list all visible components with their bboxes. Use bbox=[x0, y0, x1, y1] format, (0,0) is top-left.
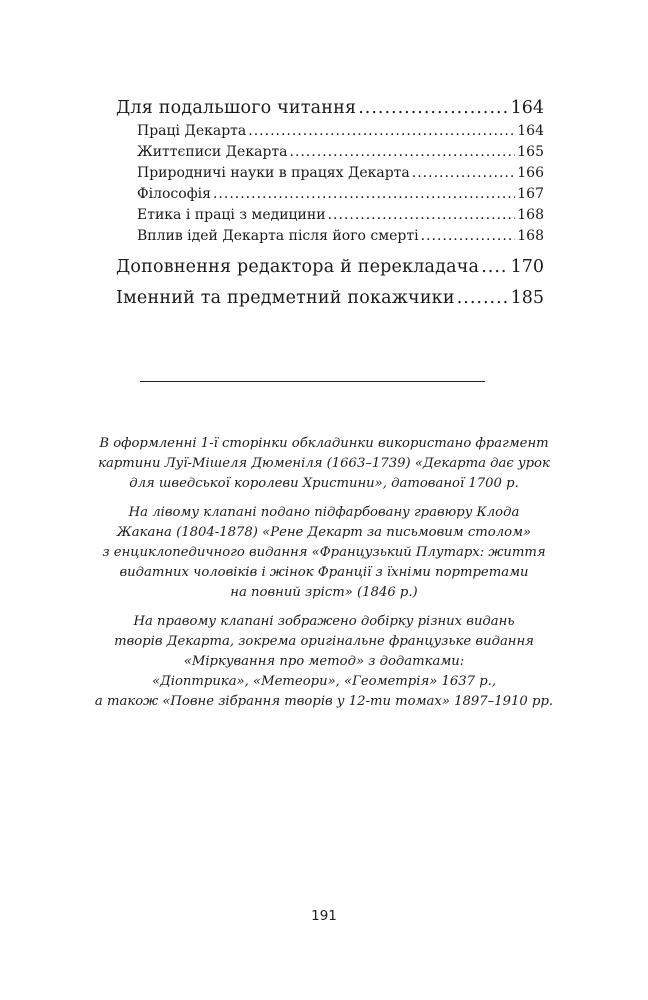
toc-subentry-page: 168 bbox=[517, 228, 544, 244]
credits-line: «Міркування про метод» з додатками: bbox=[183, 654, 465, 669]
toc-entry-further-reading bbox=[116, 96, 544, 121]
toc-entry-title: Доповнення редактора й перекладача bbox=[116, 257, 480, 277]
toc-subentry-page: 166 bbox=[517, 165, 544, 181]
page-number: 191 bbox=[311, 908, 337, 924]
credits-line: творів Декарта, зокрема оригінальне французьке видання bbox=[114, 634, 534, 649]
credits-line: видатних чоловіків і жінок Франції з їхніми портретами bbox=[119, 565, 529, 580]
toc-subentry-title: Вплив ідей Декарта після його смерті bbox=[137, 228, 419, 244]
credits-right-flap bbox=[60, 612, 588, 712]
toc-subentry-title: Етика і праці з медицини bbox=[137, 207, 326, 223]
credits-line: На правому клапані зображено добірку різних видань bbox=[133, 614, 515, 629]
toc-leader-dots bbox=[290, 142, 516, 163]
toc-entry-title: Для подальшого читання bbox=[116, 98, 357, 118]
toc-subentry-page: 168 bbox=[517, 207, 544, 223]
toc-leader-dots bbox=[412, 163, 515, 184]
toc-subentry bbox=[116, 184, 544, 205]
horizontal-divider bbox=[140, 381, 485, 382]
toc-subentry-title: Життєписи Декарта bbox=[137, 144, 288, 160]
toc-entry-page: 185 bbox=[510, 288, 544, 308]
toc-subentry-page: 167 bbox=[517, 186, 544, 202]
toc-subentry-title: Природничі науки в працях Декарта bbox=[137, 165, 410, 181]
toc-leader-dots bbox=[358, 96, 508, 121]
credits-line: «Діоптрика», «Метеори», «Геометрія» 1637 р., bbox=[151, 674, 497, 689]
toc-leader-dots bbox=[481, 255, 508, 280]
toc-entry-editor-additions bbox=[116, 255, 544, 280]
toc-subentry bbox=[116, 163, 544, 184]
credits-line: з енциклопедичного видання «Французький Плутарх: життя bbox=[102, 545, 546, 560]
toc-subentry bbox=[116, 121, 544, 142]
toc-leader-dots bbox=[213, 184, 515, 205]
toc-leader-dots bbox=[328, 205, 516, 226]
credits-left-flap bbox=[60, 503, 588, 603]
toc-subentry bbox=[116, 226, 544, 247]
credits-line: В оформленні 1-ї сторінки обкладинки використано фрагмент bbox=[99, 436, 549, 451]
toc-leader-dots bbox=[248, 121, 515, 142]
toc-leader-dots bbox=[457, 286, 509, 311]
toc-leader-dots bbox=[421, 226, 516, 247]
credits-line: для шведської королеви Христини», датованої 1700 р. bbox=[129, 476, 519, 491]
toc-subentry bbox=[116, 205, 544, 226]
credits-line: На лівому клапані подано підфарбовану гравюру Клода bbox=[128, 505, 520, 520]
toc-entry-index bbox=[116, 286, 544, 311]
toc-subentry-title: Праці Декарта bbox=[137, 123, 247, 139]
toc-subentry-page: 165 bbox=[517, 144, 544, 160]
toc-entry-page: 164 bbox=[510, 98, 544, 118]
toc-entry-title: Іменний та предметний покажчики bbox=[116, 288, 455, 308]
cover-credits bbox=[60, 434, 588, 721]
table-of-contents bbox=[116, 96, 544, 311]
credits-line: Жакана (1804-1878) «Рене Декарт за письмовим столом» bbox=[116, 525, 532, 540]
credits-front-cover bbox=[60, 434, 588, 494]
toc-subentry-page: 164 bbox=[517, 123, 544, 139]
credits-line: а також «Повне зібрання творів у 12-ти томах» 1897–1910 рр. bbox=[94, 694, 554, 709]
toc-subentry-title: Філософія bbox=[137, 186, 211, 202]
credits-line: на повний зріст» (1846 р.) bbox=[230, 585, 418, 600]
toc-entry-page: 170 bbox=[510, 257, 544, 277]
credits-line: картини Луї-Мішеля Дюменіля (1663–1739) «Декарта дає урок bbox=[98, 456, 550, 471]
toc-subentry bbox=[116, 142, 544, 163]
